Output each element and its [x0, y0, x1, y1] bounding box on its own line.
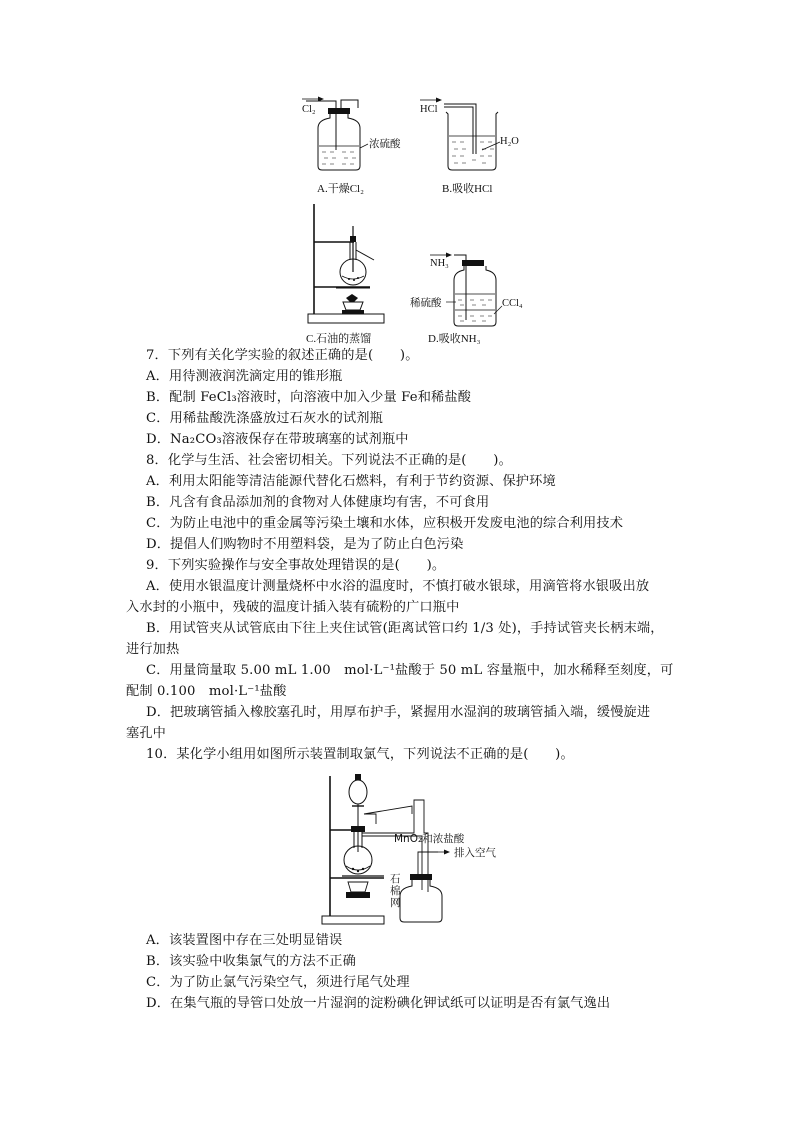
q9-option-c-line2: 配制 0.100 mol·L⁻¹盐酸 — [126, 684, 287, 699]
q10-option-c: C．为了防止氯气污染空气，须进行尾气处理 — [146, 975, 410, 990]
figure-c-caption: C.石油的蒸馏 — [306, 333, 372, 345]
q10-options-block — [146, 930, 654, 1014]
q7-stem: 7．下列有关化学实验的叙述正确的是( )。 — [146, 348, 419, 363]
q10-option-a: A．该装置图中存在三处明显错误 — [146, 933, 343, 948]
figure-d-caption: D.吸收NH₃ — [428, 333, 481, 345]
q9-option-b-line2: 进行加热 — [126, 642, 180, 657]
q10-option-d: D．在集气瓶的导管口处放一片湿润的淀粉碘化钾试纸可以证明是否有氯气逸出 — [146, 996, 611, 1011]
figure-d-absorb-nh3 — [410, 250, 540, 346]
figure-a-gas-label: Cl₂ — [302, 104, 316, 115]
figure-b-absorb-hcl — [420, 92, 540, 202]
figure-a-drawing — [296, 92, 416, 202]
q8-stem: 8．化学与生活、社会密切相关。下列说法不正确的是( )。 — [146, 453, 512, 468]
q7-option-d: D．Na₂CO₃溶液保存在带玻璃塞的试剂瓶中 — [146, 432, 409, 447]
figure-b-drawing — [420, 92, 540, 202]
q10-option-b: B．该实验中收集氯气的方法不正确 — [146, 954, 356, 969]
q7-option-a: A．用待测液润洗滴定用的锥形瓶 — [146, 369, 343, 384]
q9-option-c-line1: C．用量筒量取 5.00 mL 1.00 mol·L⁻¹盐酸于 50 mL 容量瓶中，加水稀释至刻度，可 — [146, 663, 674, 678]
figure-a-drying-cl2 — [296, 92, 416, 202]
q8-option-c: C．为防止电池中的重金属等污染土壤和水体，应积极开发废电池的综合利用技术 — [146, 516, 624, 531]
q9-option-c-block — [146, 660, 674, 681]
q7-option-c: C．用稀盐酸洗涤盛放过石灰水的试剂瓶 — [146, 411, 383, 426]
q8-option-a: A．利用太阳能等清洁能源代替化石燃料，有利于节约资源、保护环境 — [146, 474, 556, 489]
figure-c-drawing — [306, 202, 406, 348]
figure-q10-chlorine-apparatus — [318, 770, 518, 928]
q9-option-c-cont — [126, 681, 656, 702]
q9-option-d-line1: D．把玻璃管插入橡胶塞孔时，用厚布护手，紧握用水湿润的玻璃管插入端，缓慢旋进 — [146, 705, 651, 720]
figure-d-gas-label: NH₃ — [430, 258, 449, 269]
figure-d-liquid2-label: CCl₄ — [502, 298, 523, 309]
q9-option-b-line1: B．用试管夹从试管底由下往上夹住试管(距离试管口约 1/3 处)，手持试管夹长柄末端， — [146, 621, 664, 636]
q9-option-d-line2: 塞孔中 — [126, 726, 167, 741]
q9-option-d-cont — [126, 723, 656, 744]
q9-option-a-line2: 入水封的小瓶中，残破的温度计插入装有硫粉的广口瓶中 — [126, 600, 460, 615]
questions-block-upper — [146, 345, 654, 597]
figure-d-liquid1-label: 稀硫酸 — [410, 297, 442, 309]
figure-b-caption: B.吸收HCl — [442, 183, 493, 195]
questions-block-q9-cont — [126, 597, 656, 618]
figure-b-gas-label: HCl — [420, 104, 438, 115]
q9-option-a-line1: A．使用水银温度计测量烧杯中水浴的温度时，不慎打破水银球，用滴管将水银吸出放 — [146, 579, 650, 594]
q10-stem: 10．某化学小组用如图所示装置制取氯气，下列说法不正确的是( )。 — [146, 747, 574, 762]
q10-mesh-label-1: 石 — [390, 873, 401, 885]
q9-option-b-block — [146, 618, 664, 639]
q10-exhaust-label: 排入空气 — [454, 847, 496, 859]
figure-c-distillation — [306, 202, 406, 348]
q9-option-b-cont — [126, 639, 656, 660]
q7-option-b: B．配制 FeCl₃溶液时，向溶液中加入少量 Fe和稀盐酸 — [146, 390, 472, 405]
q9-stem: 9．下列实验操作与安全事故处理错误的是( )。 — [146, 558, 446, 573]
q10-mesh-label-3: 网 — [390, 897, 401, 909]
figure-q10-drawing — [318, 770, 518, 928]
figure-a-caption: A.干燥Cl₂ — [317, 183, 364, 195]
figure-d-drawing — [410, 250, 540, 346]
q8-option-b: B．凡含有食品添加剂的食物对人体健康均有害，不可食用 — [146, 495, 490, 510]
q8-option-d: D．提倡人们购物时不用塑料袋，是为了防止白色污染 — [146, 537, 464, 552]
q9-option-d-block — [146, 702, 654, 723]
figure-b-liquid-label: H₂O — [500, 136, 519, 147]
q10-reagent-label: MnO₂和浓盐酸 — [394, 833, 465, 845]
figure-a-liquid-label: 浓硫酸 — [369, 138, 401, 150]
q10-stem-block — [146, 744, 654, 765]
q10-mesh-label-2: 棉 — [390, 885, 401, 897]
